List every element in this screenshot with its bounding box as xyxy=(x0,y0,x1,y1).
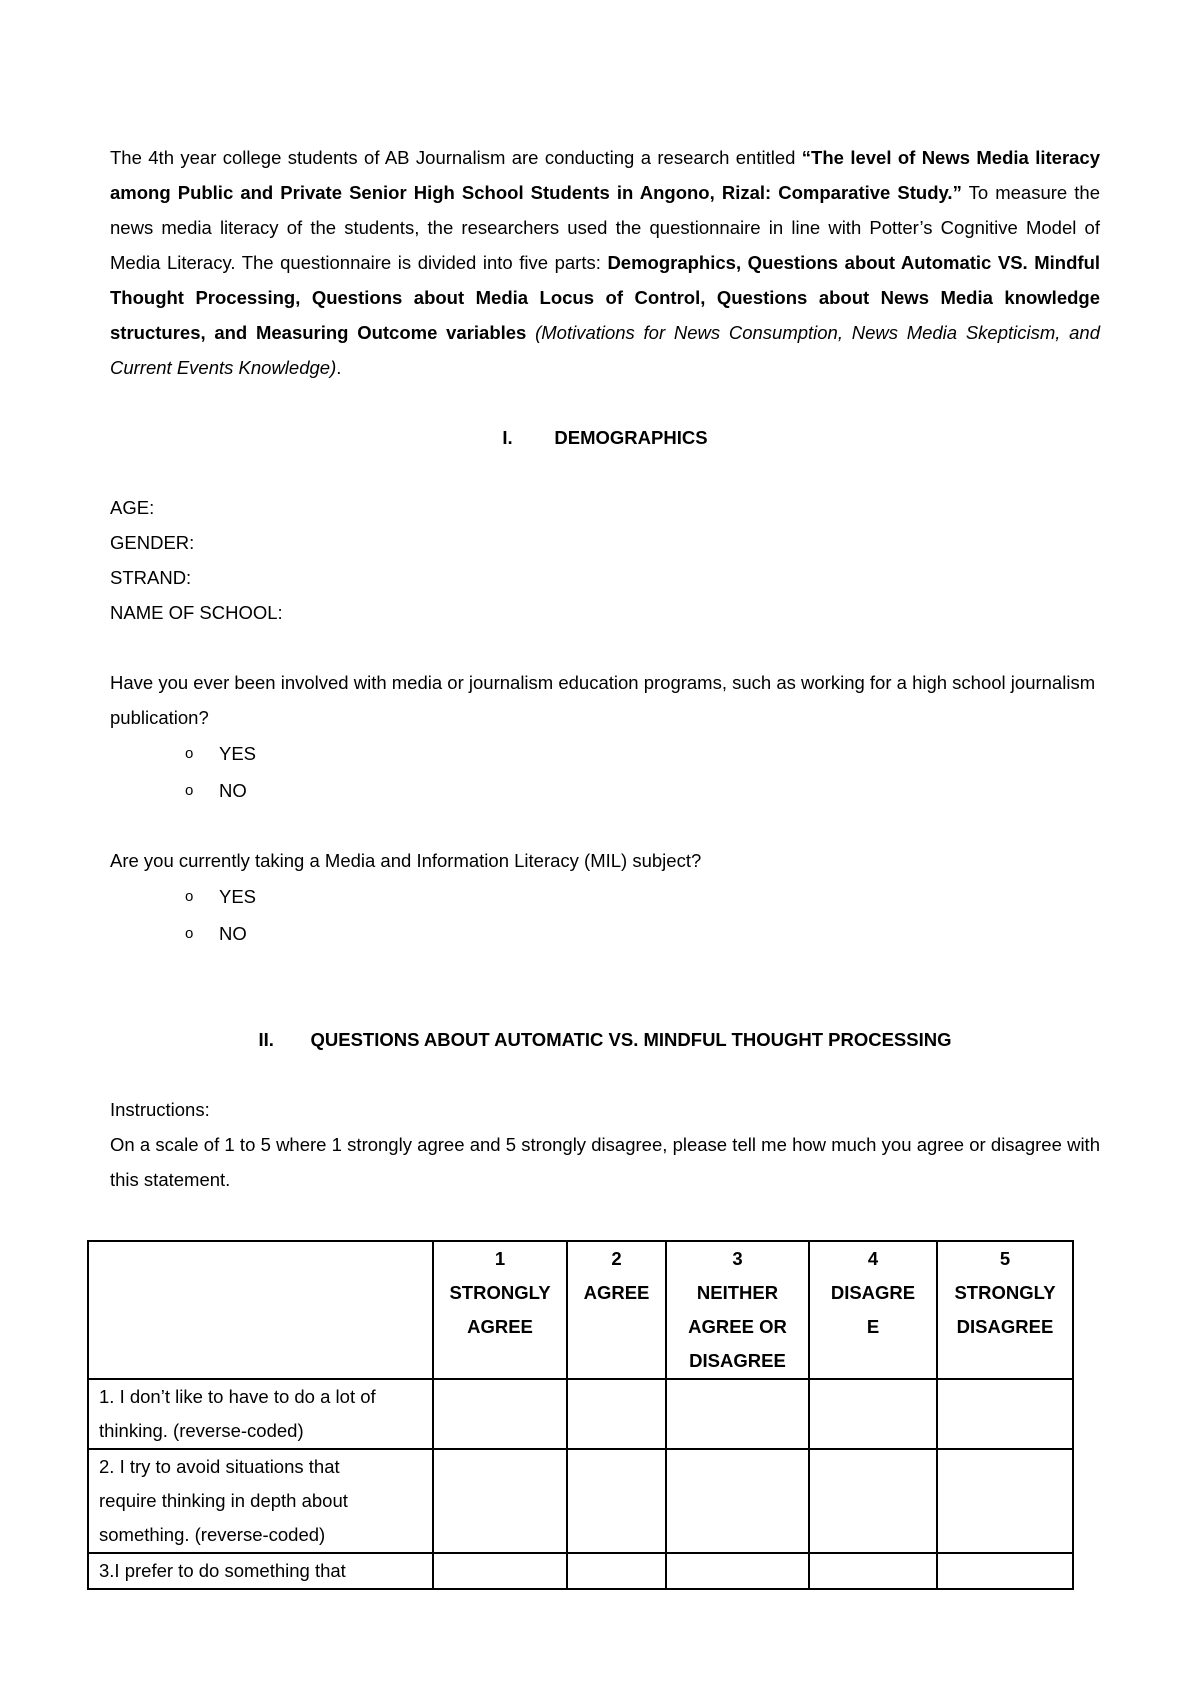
header-disagree: 4 DISAGRE E xyxy=(809,1241,937,1379)
document-page xyxy=(110,140,1100,1197)
table-row xyxy=(88,1553,1073,1589)
bullet-icon: o xyxy=(185,888,194,905)
rating-cell-2[interactable] xyxy=(567,1553,666,1589)
questionnaire-parts: Demographics, Questions about Automatic VS. Mindful Thought Processing, Questions about Media Locus of Control, Questions about News Media knowledge structures, and Measuring Outcome variables xyxy=(110,252,1101,343)
rating-cell-2[interactable] xyxy=(567,1449,666,1553)
options-media-programs xyxy=(110,735,1100,809)
option-no[interactable]: o NO xyxy=(185,772,1100,809)
rating-cell-4[interactable] xyxy=(809,1553,937,1589)
instructions-text: On a scale of 1 to 5 where 1 strongly agree and 5 strongly disagree, please tell me how much you agree or disagree with this statement. xyxy=(110,1134,1100,1190)
rating-cell-4[interactable] xyxy=(809,1449,937,1553)
instructions-label: Instructions: xyxy=(110,1099,210,1120)
field-gender: GENDER: xyxy=(110,532,195,553)
section-1-heading: I. DEMOGRAPHICS xyxy=(502,427,708,448)
likert-table xyxy=(87,1240,1074,1590)
intro-text-2: To measure the news media literacy of the students, the researchers used the questionnaire in line with Potter’s Cognitive Model of Media Literacy. The questionnaire is divided into five parts: xyxy=(110,182,1100,273)
bullet-icon: o xyxy=(185,745,194,762)
rating-cell-3[interactable] xyxy=(666,1449,809,1553)
rating-cell-3[interactable] xyxy=(666,1553,809,1589)
section-2-heading: II. QUESTIONS ABOUT AUTOMATIC VS. MINDFUL THOUGHT PROCESSING xyxy=(258,1029,952,1050)
table-row xyxy=(88,1379,1073,1449)
header-strongly-disagree: 5 STRONGLY DISAGREE xyxy=(937,1241,1073,1379)
rating-cell-5[interactable] xyxy=(937,1379,1073,1449)
field-school: NAME OF SCHOOL: xyxy=(110,602,283,623)
option-no[interactable]: o NO xyxy=(185,915,1100,952)
option-yes[interactable]: o YES xyxy=(185,735,1100,772)
header-neither: 3 NEITHER AGREE OR DISAGREE xyxy=(666,1241,809,1379)
option-yes[interactable]: o YES xyxy=(185,878,1100,915)
table-header-row xyxy=(88,1241,1073,1379)
bullet-icon: o xyxy=(185,925,194,942)
options-mil-subject xyxy=(110,878,1100,952)
research-title: “The level of News Media literacy among Public and Private Senior High School Students in Angono, Rizal: Comparative Study.” xyxy=(110,147,1101,203)
question-mil-subject: Are you currently taking a Media and Information Literacy (MIL) subject? xyxy=(110,850,702,871)
header-blank xyxy=(88,1241,433,1379)
statement-cell: 1. I don’t like to have to do a lot of thinking. (reverse-coded) xyxy=(88,1379,433,1449)
rating-cell-3[interactable] xyxy=(666,1379,809,1449)
intro-text: The 4th year college students of AB Journalism are conducting a research entitled xyxy=(110,147,802,168)
table-row xyxy=(88,1449,1073,1553)
statement-cell: 3.I prefer to do something that xyxy=(88,1553,433,1589)
question-media-programs: Have you ever been involved with media or journalism education programs, such as working for a high school journalism publication? xyxy=(110,672,1096,728)
rating-cell-1[interactable] xyxy=(433,1553,567,1589)
header-agree: 2 AGREE xyxy=(567,1241,666,1379)
rating-cell-1[interactable] xyxy=(433,1379,567,1449)
header-strongly-agree: 1 STRONGLY AGREE xyxy=(433,1241,567,1379)
rating-cell-5[interactable] xyxy=(937,1553,1073,1589)
intro-paragraph: The 4th year college students of AB Journalism are conducting a research entitled “The level of News Media literacy among Public and Private Senior High School Students in Angono, Rizal: Comparative Study.” To measure the news media literacy of the students, the researchers used the questionnaire in line with Potter’s Cognitive Model of Media Literacy. The questionnaire is divided into five parts: Demographics, Questions about Automatic VS. Mindful Thought Processing, Questions about Media Locus of Control, Questions about News Media knowledge structures, and Measuring Outcome variables (Motivations for News Consumption, News Media Skepticism, and Current Events Knowledge). xyxy=(110,147,1101,378)
rating-cell-1[interactable] xyxy=(433,1449,567,1553)
rating-cell-2[interactable] xyxy=(567,1379,666,1449)
rating-cell-4[interactable] xyxy=(809,1379,937,1449)
statement-cell: 2. I try to avoid situations that require thinking in depth about something. (reverse-coded) xyxy=(88,1449,433,1553)
field-age: AGE: xyxy=(110,497,155,518)
outcome-variables: (Motivations for News Consumption, News Media Skepticism, and Current Events Knowledge) xyxy=(110,322,1100,378)
rating-cell-5[interactable] xyxy=(937,1449,1073,1553)
bullet-icon: o xyxy=(185,782,194,799)
field-strand: STRAND: xyxy=(110,567,192,588)
